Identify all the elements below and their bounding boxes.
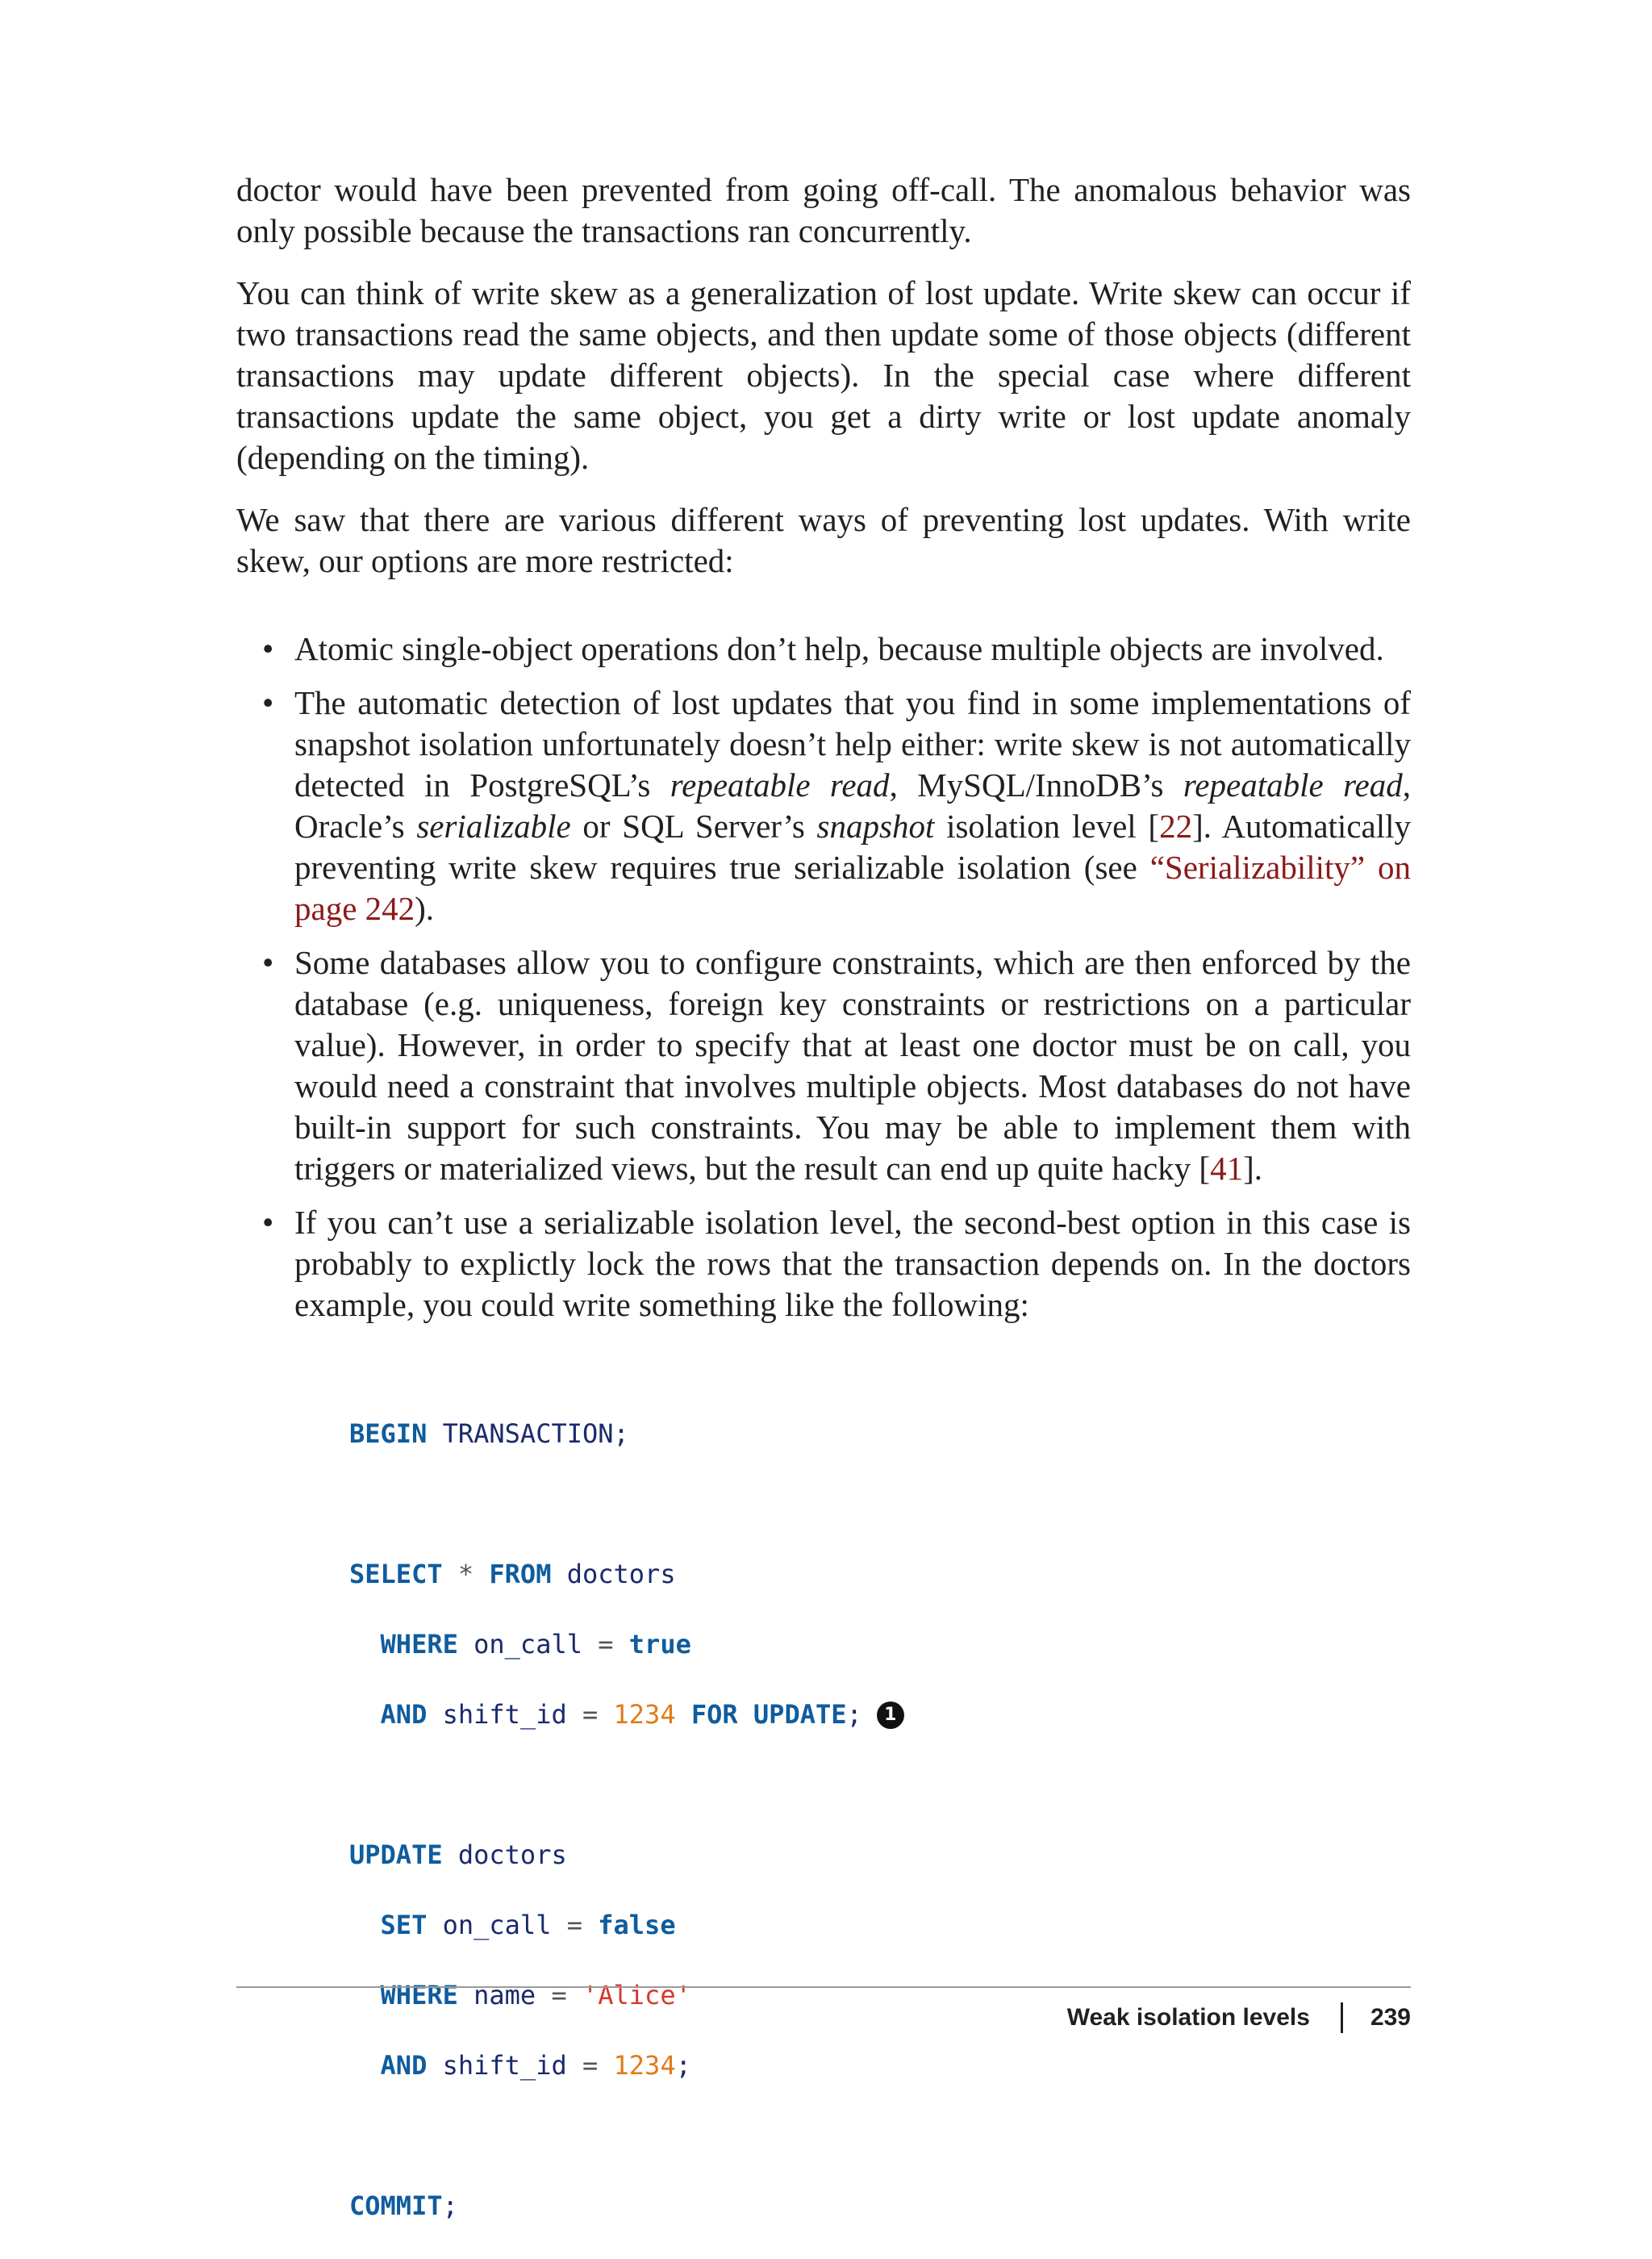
code-line: AND shift_id = 1234 FOR UPDATE; 1 [349,1697,904,1733]
bullet-icon: • [262,1204,274,1241]
code-line [349,1768,904,1803]
list-item [236,628,1411,670]
code-line: UPDATE doctors [349,1839,567,1870]
list-item-text: Atomic single-object operations don’t help, because multiple objects are involved. [294,630,1384,667]
code-block [349,1381,904,2259]
code-line: WHERE on_call = true [380,1628,691,1660]
paragraph: You can think of write skew as a generalization of lost update. Write skew can occur if two transactions read the same objects, and then update some of those objects (different transactions may update different objects). In the special case where different transactions update the same object, you get a dirty write or lost update anomaly (depending on the timing). [236,274,1411,476]
cross-reference-link[interactable]: “Serializability” on page 242 [294,849,1411,927]
page-body [236,169,1411,1338]
paragraph: doctor would have been prevented from going off-call. The anomalous behavior was only possible because the transactions ran concurrently. [236,171,1411,249]
list-item [236,942,1411,1189]
bullet-list [236,628,1411,1326]
page-footer [1067,1994,1411,2041]
citation-link[interactable]: 41 [1210,1150,1244,1187]
paragraph: We saw that there are various different ways of preventing lost updates. With write skew, our options are more restricted: [236,501,1411,579]
page-number: 239 [1370,2004,1411,2031]
citation-link[interactable]: 22 [1159,808,1193,845]
bullet-icon: • [262,684,274,721]
list-item-text: If you can’t use a serializable isolation level, the second-best option in this case is probably to explictly lock the rows that the transaction depends on. In the doctors example, you could write something like the following: [294,1204,1411,1323]
list-item-text: The automatic detection of lost updates that you find in some implementations of snapshot isolation unfortunately doesn’t help either: write skew is not automatically detected in PostgreSQL’s repeatable read, MySQL/InnoDB’s repeatable read, Oracle’s serializable or SQL Server’s snapshot isolation level [22]. Automatically preventing write skew requires true serializable isolation (see “Serializability” on page 242). [294,684,1411,927]
list-item [236,683,1411,929]
list-item [236,1202,1411,1326]
code-line [349,2119,904,2154]
code-line: SELECT * FROM doctors [349,1558,676,1589]
code-line: SET on_call = false [380,1909,676,1940]
code-line: AND shift_id = 1234; [380,2049,691,2081]
code-line [349,1487,904,1522]
callout-1-icon: 1 [877,1702,904,1729]
running-section-title: Weak isolation levels [1066,2004,1310,2031]
list-item-text: Some databases allow you to configure constraints, which are then enforced by the database (e.g. uniqueness, foreign key constraints or restrictions on a particular value). However, in order to specify that at least one doctor must be on call, you would need a constraint that involves multiple objects. Most databases do not have built-in support for such constraints. You may be able to implement them with triggers or materialized views, but the result can end up quite hacky [41]. [294,944,1411,1187]
footer-separator [1341,2002,1343,2033]
code-line: BEGIN TRANSACTION; [349,1418,629,1449]
bullet-icon: • [262,944,274,981]
code-line: WHERE name = 'Alice' [380,1979,691,2011]
bullet-icon: • [262,630,274,667]
code-line: COMMIT; [349,2190,458,2221]
footer-divider [236,1986,1411,1988]
